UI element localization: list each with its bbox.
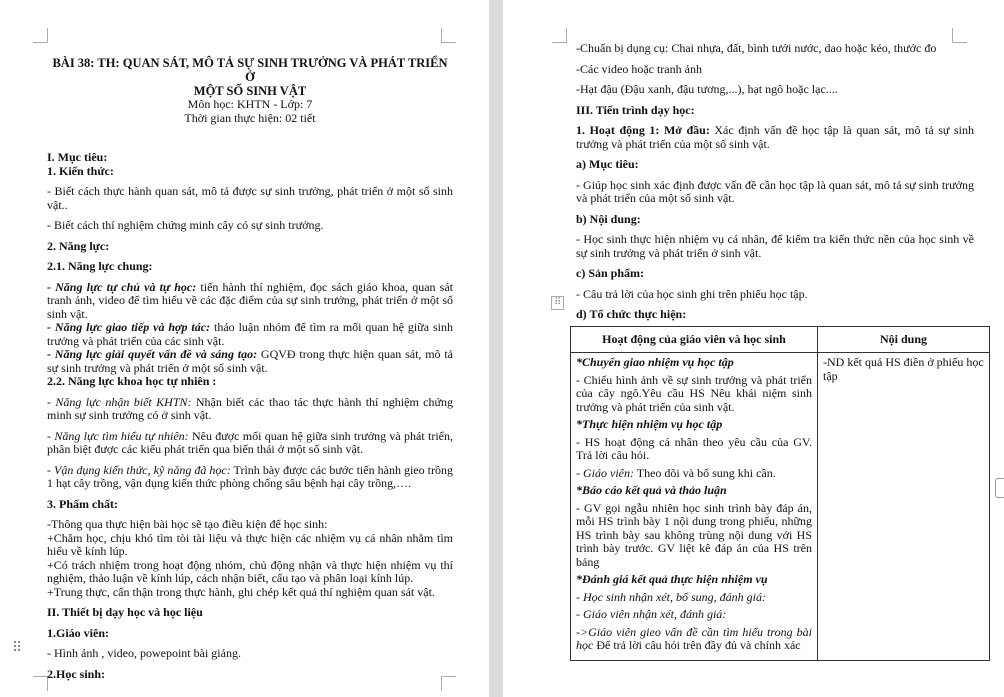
heading-organization: d) Tổ chức thực hiện: <box>576 307 687 321</box>
cell-text: ->Giáo viên gieo vấn đề cần tìm hiểu trong bài học Để trả lời câu hỏi trên đầy đủ và chính xác <box>576 624 812 652</box>
duration-line: Thời gian thực hiện: 02 tiết <box>184 110 316 125</box>
table-row <box>571 353 990 661</box>
competence-item: - Năng lực giao tiếp và hợp tác: thảo luận nhóm để tìm ra mối quan hệ giữa sinh trưởng và phát triển của các sinh vật. <box>47 320 453 348</box>
crop-mark <box>33 676 48 691</box>
lesson-title: BÀI 38: TH: QUAN SÁT, MÔ TẢ SỰ SINH TRƯỞNG VÀ PHÁT TRIỂN Ở <box>52 56 448 84</box>
heading-science-competence: 2.2. Năng lực khoa học tự nhiên : <box>47 374 217 388</box>
table-cell-activities[interactable] <box>571 353 818 661</box>
section-process: III. Tiến trình dạy học: <box>576 102 695 117</box>
table-cell-content[interactable] <box>818 353 990 661</box>
knowledge-item: - Biết cách thí nghiệm chứng minh cây có sự sinh trưởng. <box>47 218 324 232</box>
knowledge-item: - Biết cách thực hành quan sát, mô tả được sự sinh trưởng, phát triển ở một số sinh vật.. <box>47 184 453 212</box>
teacher-item: - Hình ảnh , video, powepoint bài giảng. <box>47 646 241 660</box>
competence-item: - Năng lực tự chủ và tự học: tiến hành thí nghiệm, đọc sách giáo khoa, quan sát tranh ảnh, video để tìm hiểu về các đặc điểm của sự sinh trưởng, phát triển ở một số sinh vật. <box>47 279 454 321</box>
quality-item: -Thông qua thực hiện bài học sẽ tạo điều kiện để học sinh: <box>47 517 328 531</box>
section-objectives: I. Mục tiêu: <box>47 150 108 164</box>
crop-mark <box>952 28 967 43</box>
science-item: - Năng lực nhận biết KHTN: Nhận biết các thao tác thực hành thí nghiệm chứng minh sự sinh trưởng có ở sinh vật. <box>47 394 453 422</box>
scroll-tab[interactable] <box>995 478 1004 498</box>
right-page-content <box>576 41 984 661</box>
competence-item: - Năng lực giải quyết vấn đề và sáng tạo: GQVĐ trong thực hiện quan sát, mô tả sự sinh trưởng và phát triển ở một số sinh vật. <box>47 347 454 375</box>
heading-competence: 2. Năng lực: <box>47 238 110 253</box>
student-item: -Các video hoặc tranh ảnh <box>576 61 702 76</box>
cell-text: -ND kết quả HS điền ở phiếu học tập <box>823 355 984 383</box>
heading-qualities: 3. Phẩm chất: <box>47 496 118 511</box>
quality-item: +Chăm học, chịu khó tìm tòi tài liệu và thực hiện các nhiệm vụ cá nhân nhằm tìm hiểu về kính lúp. <box>47 530 453 558</box>
heading-students: 2.Học sinh: <box>47 666 106 681</box>
table-move-handle-icon[interactable]: ⠿ <box>551 296 564 310</box>
heading-knowledge: 1. Kiến thức: <box>47 163 114 178</box>
table-header-row <box>571 326 990 353</box>
drag-handle-icon[interactable]: ⠿ <box>12 640 23 656</box>
content-text: - Học sinh thực hiện nhiệm vụ cá nhân, để kiểm tra kiến thức nền của học sinh về sự sinh trưởng và phát triển ở sinh vật. <box>576 232 974 260</box>
science-item: - Vận dụng kiến thức, kỹ năng đã học: Trình bày được các bước tiến hành gieo trồng 1 hạt cây trồng, vận dụng kiến thức phòng chống sâu bệnh hại cây trồng,…. <box>47 462 453 490</box>
table-header-activities: Hoạt động của giáo viên và học sinh <box>571 326 818 353</box>
page-gap <box>489 0 503 697</box>
activity-1: 1. Hoạt động 1: Mở đầu: Xác định vấn đề học tập là quan sát, mô tả sự sinh trưởng và phát triển của một số sinh vật. <box>576 123 974 151</box>
cell-text: - Chiếu hình ảnh về sự sinh trưởng và phát triển của cây ngô.Yêu cầu HS Nêu khái niệm sinh trưởng và phát triển của sinh vật. <box>576 372 812 414</box>
product-text: - Câu trả lời của học sinh ghi trên phiếu học tập. <box>576 286 808 301</box>
quality-item: +Trung thực, cẩn thận trong thực hành, ghi chép kết quả thí nghiệm quan sát vật. <box>47 584 435 599</box>
crop-mark <box>441 28 456 43</box>
cell-heading: *Đánh giá kết quả thực hiện nhiệm vụ <box>576 572 768 586</box>
left-page-content <box>47 56 453 681</box>
subject-line: Môn học: KHTN - Lớp: 7 <box>187 97 313 111</box>
quality-item: +Có trách nhiệm trong hoạt động nhóm, chủ động nhận và thực hiện nhiệm vụ thí nghiệm, thảo luận về kính lúp, cách nhận biết, cấu tạo và phân loại kính lúp. <box>47 557 453 585</box>
heading-goal: a) Mục tiêu: <box>576 157 639 171</box>
science-item: - Năng lực tìm hiểu tự nhiên: Nêu được mối quan hệ giữa sinh trưởng và phát triển, phân biệt được các kiểu phát triển qua biến thái ở một số sinh vật. <box>47 428 454 456</box>
cell-heading: *Chuyển giao nhiệm vụ học tập <box>576 355 734 369</box>
heading-general-competence: 2.1. Năng lực chung: <box>47 259 153 273</box>
heading-teacher: 1.Giáo viên: <box>47 625 109 640</box>
cell-text: - HS hoạt động cá nhân theo yêu cầu của GV. Trả lời câu hỏi. <box>576 434 812 462</box>
crop-mark <box>33 28 48 43</box>
page-left <box>0 0 489 697</box>
cell-text: - GV gọi ngẫu nhiên học sinh trình bày đáp án, mỗi HS trình bày 1 nội dung trong phiếu, những HS trình bày sau không trùng nội dung với HS trình bày trước. GV liệt kê đáp án của HS trên bảng <box>576 500 812 569</box>
student-item: -Chuẩn bị dụng cụ: Chai nhựa, đất, bình tưới nước, dao hoặc kéo, thước đo <box>576 41 937 55</box>
cell-text: - Giáo viên: Theo dõi và bổ sung khi cần. <box>576 465 776 480</box>
section-equipment: II. Thiết bị dạy học và học liệu <box>47 605 203 619</box>
activity-table <box>570 326 990 661</box>
cell-heading: *Báo cáo kết quả và thảo luận <box>576 483 727 497</box>
cell-heading: *Thực hiện nhiệm vụ học tập <box>576 417 723 431</box>
goal-text: - Giúp học sinh xác định được vấn đề cần học tập là quan sát, mô tả sự sinh trưởng và phát triển của một số sinh vật. <box>576 177 974 205</box>
cell-text: - Học sinh nhận xét, bổ sung, đánh giá: <box>576 589 766 604</box>
table-header-content: Nội dung <box>818 326 990 353</box>
cell-text: - Giáo viên nhận xét, đánh giá: <box>576 607 727 621</box>
page-right <box>503 0 1004 697</box>
lesson-title-line2: MỘT SỐ SINH VẬT <box>193 84 307 98</box>
heading-product: c) Sản phẩm: <box>576 266 645 280</box>
heading-content: b) Nội dung: <box>576 211 641 226</box>
crop-mark <box>552 28 567 43</box>
student-item: -Hạt đậu (Đậu xanh, đậu tương,...), hạt ngô hoặc lạc.... <box>576 82 838 96</box>
